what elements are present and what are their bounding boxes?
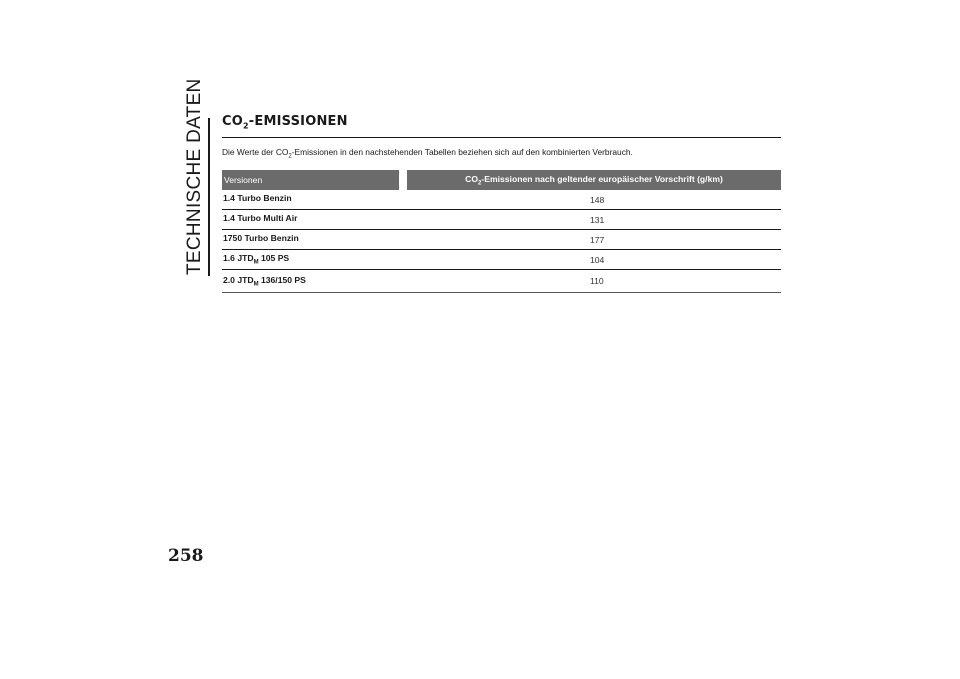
- row-gap: [399, 250, 407, 270]
- table-row: [222, 270, 781, 293]
- row-version: [222, 270, 399, 293]
- header-value-sub: 2: [478, 180, 482, 187]
- row-version: [222, 210, 399, 230]
- side-divider: [208, 118, 210, 276]
- row-co2-value: 110: [407, 270, 781, 293]
- intro-text: [222, 146, 781, 163]
- header-gap: [399, 170, 407, 190]
- section-title-pre: CO: [222, 114, 243, 129]
- row-co2-value: 104: [407, 250, 781, 270]
- row-version: [222, 250, 399, 270]
- row-co2-value: 148: [407, 190, 781, 210]
- co2-section: [222, 113, 781, 293]
- row-gap: [399, 230, 407, 250]
- header-value-post: -Emissionen nach geltender europäischer Vorschrift (g/km): [481, 173, 723, 184]
- header-versions: Versionen: [222, 170, 399, 190]
- row-co2-value: 177: [407, 230, 781, 250]
- row-version-pre: 2.0 JTD: [223, 274, 254, 285]
- header-value-pre: CO: [465, 173, 479, 184]
- row-version-sub: M: [253, 281, 259, 288]
- row-gap: [399, 210, 407, 230]
- header-co2-value: [407, 170, 781, 190]
- row-gap: [399, 270, 407, 293]
- row-gap: [399, 190, 407, 210]
- section-title-post: -EMISSIONEN: [248, 114, 348, 129]
- row-version: [222, 190, 399, 210]
- intro-post: -Emissionen in den nachstehenden Tabellen beziehen sich auf den kombinierten Verbrauch.: [291, 146, 633, 157]
- row-version-pre: 1750 Turbo Benzin: [223, 233, 299, 244]
- row-version-sub: M: [253, 260, 259, 267]
- co2-emissions-table: [222, 170, 781, 293]
- row-version-pre: 1.4 Turbo Multi Air: [223, 213, 298, 224]
- section-title-sub: 2: [243, 121, 249, 131]
- row-version-post: 105 PS: [258, 253, 290, 264]
- row-version-post: 136/150 PS: [258, 274, 306, 285]
- row-version: [222, 230, 399, 250]
- table-row: [222, 230, 781, 250]
- side-section-label: TECHNISCHE DATEN: [184, 78, 205, 275]
- row-version-pre: 1.6 JTD: [223, 253, 254, 264]
- intro-pre: Die Werte der CO: [222, 146, 289, 157]
- row-version-pre: 1.4 Turbo Benzin: [223, 193, 292, 204]
- intro-sub: 2: [288, 153, 292, 160]
- page-number: 258: [168, 546, 204, 566]
- table-header-row: [222, 170, 781, 190]
- table-row: [222, 210, 781, 230]
- row-co2-value: 131: [407, 210, 781, 230]
- table-row: [222, 190, 781, 210]
- section-title: [222, 113, 781, 138]
- table-row: [222, 250, 781, 270]
